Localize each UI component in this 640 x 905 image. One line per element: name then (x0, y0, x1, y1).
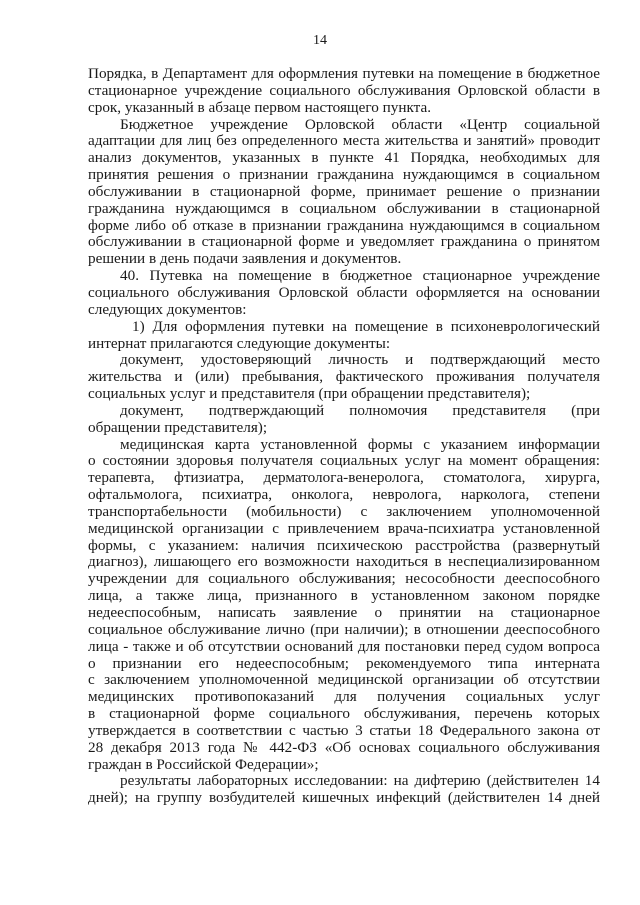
text-line: обращении представителя); (88, 419, 268, 436)
text-line: социального обслуживания Орловской области оформляется на основании (88, 284, 600, 301)
text-line: транспортабельности (мобильности) с заключением уполномоченной (88, 503, 600, 520)
text-line: обслуживании в стационарной форме, принимает решение о признании (88, 183, 600, 200)
text-line: стационарное учреждение социального обслуживания Орловской области в (88, 82, 600, 99)
text-line: интернат прилагаются следующие документы: (88, 335, 391, 352)
text-line: формы, с указанием: наличия психическою расстройства (развернутый (88, 537, 600, 554)
text-line: анализ документов, указанных в пункте 41 Порядка, необходимых для (88, 150, 600, 167)
text-line: принятия решения о признании гражданина нуждающимся в социальном (88, 167, 600, 184)
text-line: с заключением уполномоченной медицинской организации об отсутствии (88, 672, 600, 689)
text-line: следующих документов: (88, 301, 247, 318)
text-line: медицинской организации с привлечением врача-психиатра установленной (88, 520, 600, 537)
text-line: терапевта, фтизиатра, дерматолога-венеролога, стоматолога, хирурга, (88, 470, 600, 487)
text-line: медицинская карта установленной формы с указанием информации (120, 436, 600, 453)
text-line: диагноз), лишающего его возможности находиться в неспециализированном (88, 554, 600, 571)
text-line: жительства и (или) пребывания, фактического проживания получателя (88, 369, 600, 386)
text-line: утверждается в соответствии с частью 3 статьи 18 Федерального закона от (88, 722, 600, 739)
text-line: лица - также и об отсутствии оснований для постановки перед судом вопроса (88, 638, 600, 655)
text-line: 1) Для оформления путевки на помещение в психоневрологический (132, 318, 600, 335)
page-number: 14 (313, 33, 327, 48)
text-line: социальное обслуживание лично (при наличии); в отношении дееспособного (88, 621, 600, 638)
text-line: недееспособным, написать заявление о принятии на стационарное (88, 605, 600, 621)
text-line: офтальмолога, психиатра, онколога, невролога, нарколога, степени (88, 487, 600, 504)
text-line: лица, а также лица, признанного в установленном законом порядке (88, 588, 600, 605)
text-line: граждан в Российской Федерации»; (88, 756, 319, 773)
text-line: социальных услуг и представителя (при обращении представителя); (88, 386, 531, 403)
text-line: форме либо об отказе в признании гражданина нуждающимся в социальном (88, 217, 600, 234)
text-line: Порядка, в Департамент для оформления путевки на помещение в бюджетное (88, 66, 600, 82)
text-line: дней); на группу возбудителей кишечных инфекций (действителен 14 дней (88, 790, 600, 807)
text-line: учреждении для социального обслуживания; несособности дееспособного (88, 571, 600, 588)
text-line: результаты лабораторных исследовании: на дифтерию (действителен 14 (120, 773, 600, 790)
text-line: медицинских противопоказаний для получения социальных услуг (88, 689, 600, 706)
document-body (88, 66, 600, 807)
text-line: документ, удостоверяющий личность и подтверждающий место (120, 352, 600, 369)
text-line: решении в день подачи заявления и документов. (88, 251, 402, 268)
text-line: Бюджетное учреждение Орловской области «Центр социальной (120, 116, 600, 133)
text-line: адаптации для лиц без определенного места жительства и занятий» проводит (88, 133, 600, 150)
text-line: документ, подтверждающий полномочия представителя (при (120, 402, 600, 419)
text-line: о состоянии здоровья получателя социальных услуг на момент обращения: (88, 453, 600, 470)
text-line: гражданина нуждающимся в социальном обслуживании в стационарной (88, 200, 600, 217)
text-line: 28 декабря 2013 года № 442-ФЗ «Об основах социального обслуживания (88, 739, 600, 756)
text-line: о признании его недееспособным; рекомендуемого типа интерната (88, 655, 600, 672)
text-line: 40. Путевка на помещение в бюджетное стационарное учреждение (120, 268, 600, 285)
text-line: срок, указанный в абзаце первом настоящего пункта. (88, 99, 431, 116)
text-line: обслуживании в стационарной форме и уведомляет гражданина о принятом (88, 234, 600, 251)
text-line: в стационарной форме социального обслуживания, перечень которых (88, 706, 600, 723)
